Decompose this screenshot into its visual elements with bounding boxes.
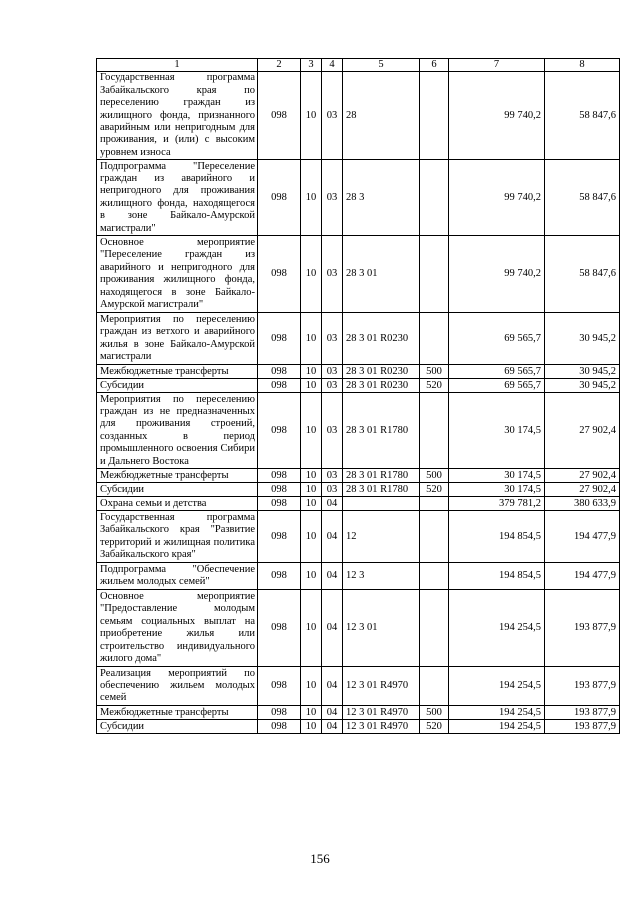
- cell-target-article: 12 3 01 R4970: [343, 667, 420, 706]
- table-row: [97, 393, 620, 469]
- cell-subsection: 04: [322, 706, 343, 720]
- cell-amount-year1: 194 254,5: [449, 667, 545, 706]
- cell-expense-type: 520: [420, 483, 449, 497]
- cell-amount-year1: 30 174,5: [449, 469, 545, 483]
- cell-subsection: 03: [322, 469, 343, 483]
- table-row: [97, 511, 620, 563]
- cell-amount-year1: 99 740,2: [449, 160, 545, 236]
- column-header-1: 1: [97, 59, 258, 72]
- cell-amount-year2: 58 847,6: [545, 236, 620, 313]
- cell-amount-year1: 99 740,2: [449, 72, 545, 160]
- cell-amount-year2: 27 902,4: [545, 393, 620, 469]
- row-description: Межбюджетные трансферты: [97, 706, 258, 720]
- row-description: Охрана семьи и детства: [97, 497, 258, 511]
- cell-subsection: 03: [322, 72, 343, 160]
- cell-amount-year1: 194 254,5: [449, 590, 545, 667]
- row-description: Государственная программа Забайкальского края "Развитие территорий и жилищная политика Забайкальского края": [97, 511, 258, 563]
- cell-amount-year2: 194 477,9: [545, 563, 620, 590]
- cell-amount-year1: 69 565,7: [449, 379, 545, 393]
- row-description: Государственная программа Забайкальского края по переселению граждан из жилищного фонда, признанного аварийным или непригодным для проживания, и (или) с высоким уровнем износа: [97, 72, 258, 160]
- cell-subsection: 04: [322, 497, 343, 511]
- cell-ministry-code: 098: [258, 563, 301, 590]
- cell-ministry-code: 098: [258, 393, 301, 469]
- cell-ministry-code: 098: [258, 313, 301, 365]
- table-row: [97, 720, 620, 734]
- column-header-5: 5: [343, 59, 420, 72]
- cell-section: 10: [301, 706, 322, 720]
- cell-expense-type: [420, 236, 449, 313]
- cell-expense-type: [420, 590, 449, 667]
- cell-section: 10: [301, 511, 322, 563]
- cell-amount-year2: 193 877,9: [545, 720, 620, 734]
- cell-section: 10: [301, 365, 322, 379]
- cell-subsection: 03: [322, 483, 343, 497]
- table-row: [97, 313, 620, 365]
- row-description: Субсидии: [97, 379, 258, 393]
- row-description: Мероприятия по переселению граждан из не предназначенных для проживания строений, созданных в период промышленного освоения Сибири и Дальнего Востока: [97, 393, 258, 469]
- column-header-6: 6: [420, 59, 449, 72]
- cell-amount-year2: 30 945,2: [545, 313, 620, 365]
- row-description: Подпрограмма "Обеспечение жильем молодых семей": [97, 563, 258, 590]
- cell-target-article: 28 3 01 R1780: [343, 469, 420, 483]
- cell-expense-type: 500: [420, 469, 449, 483]
- row-description: Субсидии: [97, 483, 258, 497]
- cell-ministry-code: 098: [258, 483, 301, 497]
- table-row: [97, 365, 620, 379]
- table-row: [97, 706, 620, 720]
- cell-target-article: 12: [343, 511, 420, 563]
- cell-amount-year1: 194 254,5: [449, 706, 545, 720]
- cell-amount-year2: 27 902,4: [545, 483, 620, 497]
- table-row: [97, 483, 620, 497]
- cell-subsection: 03: [322, 393, 343, 469]
- table-row: [97, 563, 620, 590]
- cell-expense-type: [420, 160, 449, 236]
- cell-section: 10: [301, 667, 322, 706]
- table-header-row: [97, 59, 620, 72]
- cell-section: 10: [301, 72, 322, 160]
- cell-section: 10: [301, 563, 322, 590]
- cell-target-article: 28 3 01: [343, 236, 420, 313]
- cell-expense-type: [420, 393, 449, 469]
- cell-amount-year2: 58 847,6: [545, 72, 620, 160]
- cell-ministry-code: 098: [258, 497, 301, 511]
- cell-amount-year2: 380 633,9: [545, 497, 620, 511]
- cell-target-article: 12 3: [343, 563, 420, 590]
- cell-subsection: 03: [322, 313, 343, 365]
- cell-subsection: 03: [322, 236, 343, 313]
- budget-table: [96, 58, 620, 734]
- cell-amount-year1: 194 854,5: [449, 563, 545, 590]
- cell-ministry-code: 098: [258, 236, 301, 313]
- cell-subsection: 03: [322, 365, 343, 379]
- table-row: [97, 379, 620, 393]
- row-description: Основное мероприятие "Переселение граждан из аварийного и непригодного для проживания жилищного фонда, находящегося в зоне Байкало-Амурской магистрали": [97, 236, 258, 313]
- column-header-3: 3: [301, 59, 322, 72]
- cell-section: 10: [301, 469, 322, 483]
- cell-amount-year2: 194 477,9: [545, 511, 620, 563]
- cell-section: 10: [301, 590, 322, 667]
- cell-subsection: 04: [322, 590, 343, 667]
- cell-section: 10: [301, 497, 322, 511]
- table-row: [97, 160, 620, 236]
- table-row: [97, 667, 620, 706]
- cell-amount-year1: 69 565,7: [449, 313, 545, 365]
- cell-amount-year1: 99 740,2: [449, 236, 545, 313]
- column-header-7: 7: [449, 59, 545, 72]
- cell-target-article: 12 3 01 R4970: [343, 720, 420, 734]
- cell-amount-year1: 194 854,5: [449, 511, 545, 563]
- row-description: Субсидии: [97, 720, 258, 734]
- cell-amount-year1: 379 781,2: [449, 497, 545, 511]
- table-row: [97, 497, 620, 511]
- table-row: [97, 469, 620, 483]
- cell-subsection: 04: [322, 720, 343, 734]
- cell-amount-year2: 193 877,9: [545, 667, 620, 706]
- cell-amount-year1: 30 174,5: [449, 393, 545, 469]
- cell-subsection: 04: [322, 563, 343, 590]
- cell-ministry-code: 098: [258, 469, 301, 483]
- cell-expense-type: 500: [420, 706, 449, 720]
- row-description: Межбюджетные трансферты: [97, 365, 258, 379]
- row-description: Реализация мероприятий по обеспечению жильем молодых семей: [97, 667, 258, 706]
- cell-amount-year2: 58 847,6: [545, 160, 620, 236]
- cell-amount-year1: 69 565,7: [449, 365, 545, 379]
- table-row: [97, 236, 620, 313]
- cell-amount-year1: 194 254,5: [449, 720, 545, 734]
- cell-ministry-code: 098: [258, 365, 301, 379]
- cell-amount-year2: 193 877,9: [545, 590, 620, 667]
- table-row: [97, 590, 620, 667]
- cell-target-article: 12 3 01 R4970: [343, 706, 420, 720]
- cell-amount-year2: 30 945,2: [545, 379, 620, 393]
- cell-section: 10: [301, 236, 322, 313]
- cell-ministry-code: 098: [258, 72, 301, 160]
- cell-expense-type: 500: [420, 365, 449, 379]
- cell-amount-year1: 30 174,5: [449, 483, 545, 497]
- cell-target-article: 28 3 01 R0230: [343, 313, 420, 365]
- cell-section: 10: [301, 379, 322, 393]
- cell-expense-type: [420, 497, 449, 511]
- cell-subsection: 04: [322, 667, 343, 706]
- cell-target-article: 28 3 01 R1780: [343, 393, 420, 469]
- cell-subsection: 03: [322, 379, 343, 393]
- cell-subsection: 03: [322, 160, 343, 236]
- cell-amount-year2: 193 877,9: [545, 706, 620, 720]
- cell-target-article: [343, 497, 420, 511]
- cell-target-article: 28 3: [343, 160, 420, 236]
- cell-target-article: 28 3 01 R1780: [343, 483, 420, 497]
- row-description: Межбюджетные трансферты: [97, 469, 258, 483]
- cell-target-article: 12 3 01: [343, 590, 420, 667]
- cell-ministry-code: 098: [258, 590, 301, 667]
- cell-amount-year2: 30 945,2: [545, 365, 620, 379]
- cell-expense-type: [420, 667, 449, 706]
- cell-section: 10: [301, 313, 322, 365]
- cell-ministry-code: 098: [258, 706, 301, 720]
- row-description: Основное мероприятие "Предоставление молодым семьям социальных выплат на приобретение жилья или строительство индивидуального жилого дома": [97, 590, 258, 667]
- cell-expense-type: 520: [420, 379, 449, 393]
- cell-subsection: 04: [322, 511, 343, 563]
- cell-section: 10: [301, 720, 322, 734]
- cell-expense-type: [420, 511, 449, 563]
- cell-ministry-code: 098: [258, 667, 301, 706]
- cell-section: 10: [301, 160, 322, 236]
- page-number: 156: [310, 851, 330, 866]
- cell-ministry-code: 098: [258, 379, 301, 393]
- cell-section: 10: [301, 483, 322, 497]
- cell-target-article: 28: [343, 72, 420, 160]
- cell-expense-type: [420, 72, 449, 160]
- cell-target-article: 28 3 01 R0230: [343, 365, 420, 379]
- column-header-8: 8: [545, 59, 620, 72]
- row-description: Мероприятия по переселению граждан из ветхого и аварийного жилья в зоне Байкало-Амурской магистрали: [97, 313, 258, 365]
- row-description: Подпрограмма "Переселение граждан из аварийного и непригодного для проживания жилищного фонда, находящегося в зоне Байкало-Амурской магистрали": [97, 160, 258, 236]
- cell-ministry-code: 098: [258, 160, 301, 236]
- column-header-4: 4: [322, 59, 343, 72]
- table-row: [97, 72, 620, 160]
- cell-ministry-code: 098: [258, 511, 301, 563]
- cell-amount-year2: 27 902,4: [545, 469, 620, 483]
- cell-section: 10: [301, 393, 322, 469]
- cell-expense-type: [420, 313, 449, 365]
- cell-ministry-code: 098: [258, 720, 301, 734]
- column-header-2: 2: [258, 59, 301, 72]
- cell-expense-type: 520: [420, 720, 449, 734]
- cell-target-article: 28 3 01 R0230: [343, 379, 420, 393]
- cell-expense-type: [420, 563, 449, 590]
